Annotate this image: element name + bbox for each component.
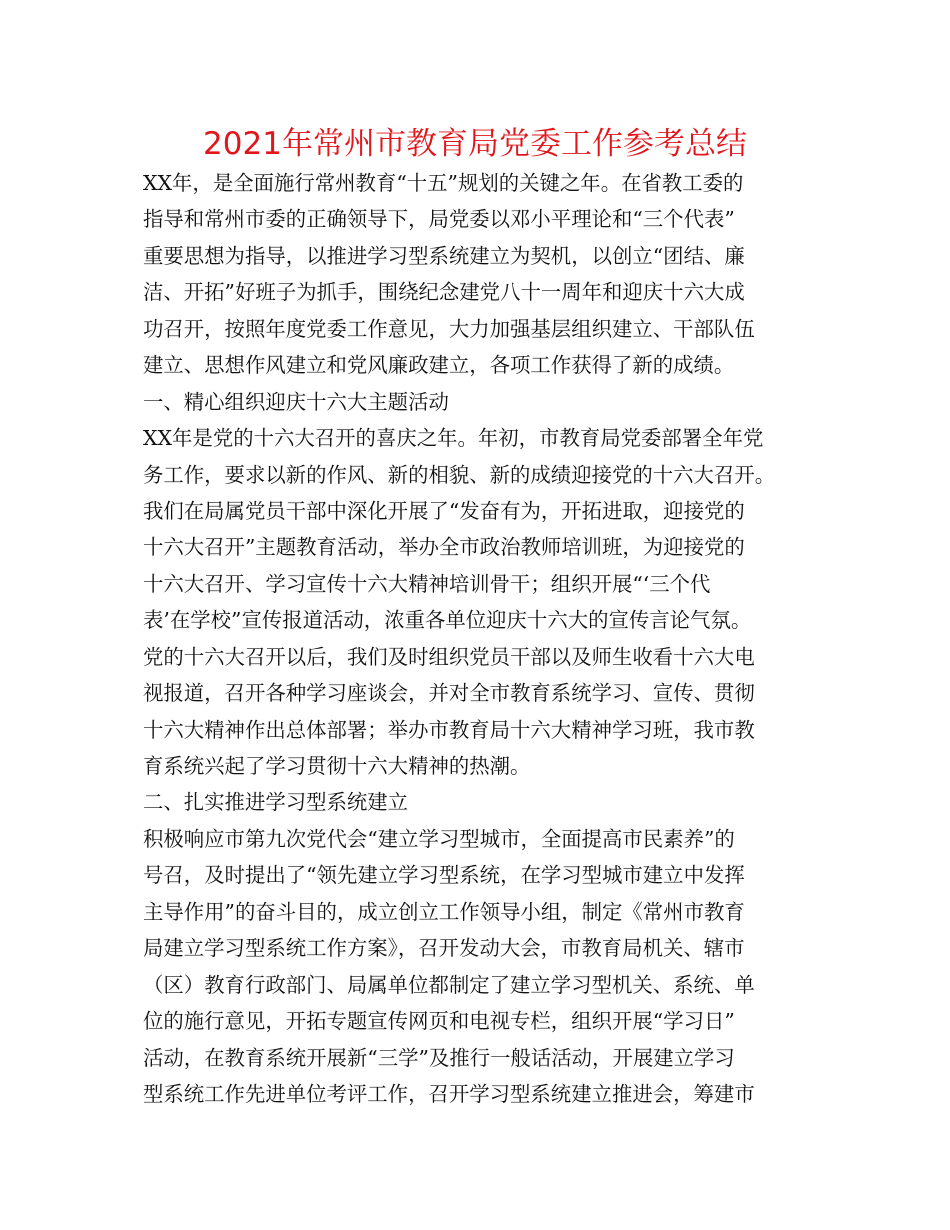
body-line: 活动，在教育系统开展新“三学”及推行一般话活动，开展建立学习 <box>143 1045 735 1070</box>
body-line: XX年是党的十六大召开的喜庆之年。年初，市教育局党委部署全年党 <box>143 426 764 451</box>
body-line: 局建立学习型系统工作方案》，召开发动大会，市教育局机关、辖市 <box>143 936 745 961</box>
section-heading-1: 一、精心组织迎庆十六大主题活动 <box>143 389 449 414</box>
body-line: 号召，及时提出了“领先建立学习型系统，在学习型城市建立中发挥 <box>143 863 745 888</box>
body-line: 型系统工作先进单位考评工作，召开学习型系统建立推进会，筹建市 <box>143 1081 755 1106</box>
body-line: 洁、开拓”好班子为抓手，围绕纪念建党八十一周年和迎庆十六大成 <box>143 280 745 305</box>
document-title: 2021年常州市教育局党委工作参考总结 <box>203 126 747 162</box>
body-line: （区）教育行政部门、局属单位都制定了建立学习型机关、系统、单 <box>143 972 755 997</box>
body-line: 主导作用”的奋斗目的，成立创立工作领导小组，制定《常州市教育 <box>143 899 745 924</box>
body-line: 表’在学校”宣传报道活动，浓重各单位迎庆十六大的宣传言论气氛。 <box>143 608 752 633</box>
body-line: 十六大召开”主题教育活动，举办全市政治教师培训班，为迎接党的 <box>143 535 745 560</box>
body-line: 党的十六大召开以后，我们及时组织党员干部以及师生收看十六大电 <box>143 644 755 669</box>
body-line: 十六大精神作出总体部署；举办市教育局十六大精神学习班，我市教 <box>143 717 755 742</box>
body-line: 视报道，召开各种学习座谈会，并对全市教育系统学习、宣传、贯彻 <box>143 681 755 706</box>
body-line: 位的施行意见，开拓专题宣传网页和电视专栏，组织开展“学习日” <box>143 1009 735 1034</box>
body-line: 育系统兴起了学习贯彻十六大精神的热潮。 <box>143 754 531 778</box>
body-line: 十六大召开、学习宣传十六大精神培训骨干；组织开展“‘三个代 <box>143 571 711 596</box>
body-line: XX年，是全面施行常州教育“十五”规划的关键之年。在省教工委的 <box>143 171 744 195</box>
section-heading-2: 二、扎实推进学习型系统建立 <box>143 790 409 815</box>
body-line: 建立、思想作风建立和党风廉政建立，各项工作获得了新的成绩。 <box>143 353 735 378</box>
body-line: 务工作，要求以新的作风、新的相貌、新的成绩迎接党的十六大召开。 <box>143 462 776 487</box>
body-line: 我们在局属党员干部中深化开展了“发奋有为，开拓进取，迎接党的 <box>143 498 745 523</box>
body-line: 积极响应市第九次党代会“建立学习型城市，全面提高市民素养”的 <box>143 826 735 851</box>
document-body <box>143 165 815 1112</box>
body-line: 重要思想为指导，以推进学习型系统建立为契机，以创立“团结、廉 <box>143 243 745 268</box>
body-line: 指导和常州市委的正确领导下，局党委以邓小平理论和“三个代表” <box>143 207 735 232</box>
body-line: 功召开，按照年度党委工作意见，大力加强基层组织建立、干部队伍 <box>143 316 755 341</box>
